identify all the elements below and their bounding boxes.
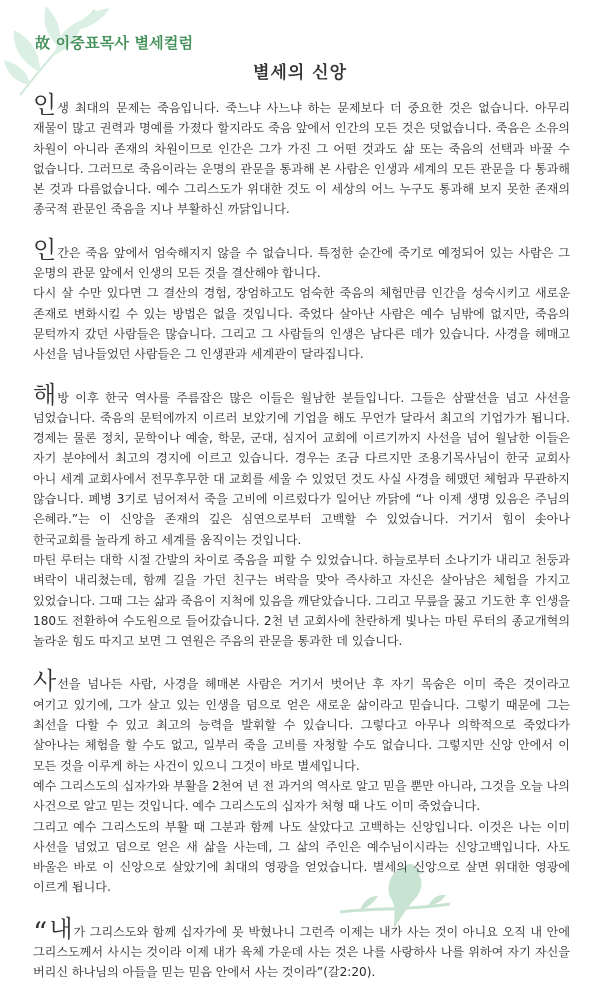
quote-text: 가 그리스도와 함께 십자가에 못 박혔나니 그런즉 이제는 내가 사는 것이 아니요 오직 내 안에 그리스도께서 사시는 것이라 이제 내가 육체 가운데 사는 것은 나를 사랑하사 나를 위하여 자기 자신을 버리신 하나님의 아들을 믿는 믿음 안에서 사는 것이라”(갈2:20). bbox=[33, 924, 570, 980]
drop-cap: 해 bbox=[33, 380, 57, 409]
article-body bbox=[33, 91, 570, 1004]
drop-cap: 내 bbox=[49, 914, 73, 943]
quote-mark: “ bbox=[33, 915, 48, 949]
page-title: 별세의 신앙 bbox=[252, 63, 348, 83]
paragraph-4 bbox=[33, 667, 570, 897]
paragraph-text: 그리고 예수 그리스도의 부활 때 그분과 함께 나도 살았다고 고백하는 신앙입니다. 이것은 나는 이미 사선을 넘었고 덤으로 얻은 새 삶을 사는데, 그 삶의 주인은 예수님이시라는 신앙고백입니다. 사도 바울은 바로 이 신앙으로 살았기에 최대의 영광을 얻었습니다. 별세의 신앙으로 살면 위대한 영광에 이르게 됩니다. bbox=[33, 819, 570, 895]
paragraph-text: 방 이후 한국 역사를 주름잡은 많은 이들은 월남한 분들입니다. 그들은 삼팔선을 넘고 사선을 넘었습니다. 죽음의 문턱에까지 이르러 보았기에 기업을 해도 무언가 달라서 최고의 기업가가 됩니다. 경제는 물론 정치, 문학이나 예술, 학문, 군대, 심지어 교회에 이르기까지 사선을 넘어 월남한 이들은 자기 분야에서 최고의 경지에 이르고 있습니다. 경우는 조금 다르지만 조용기목사님이 한국 교회사 아니 세계 교회사에서 전무후무한 대 교회를 세울 수 있었던 것도 사실 사경을 헤맸던 체험과 무관하지 않습니다. 폐병 3기로 넘어져서 죽을 고비에 이르렀다가 일어난 까닭에 “나 이제 생명 있음은 주님의 은혜라.”는 이 신앙을 존재의 깊은 심연으로부터 고백할 수 있었습니다. 거기서 힘이 솟아나 한국교회를 놀라게 하고 세계를 움직이는 것입니다. bbox=[33, 390, 570, 547]
paragraph-text: 다시 살 수만 있다면 그 결산의 경험, 장엄하고도 엄숙한 죽음의 체험만큼 인간을 성숙시키고 새로운 존재로 변화시킬 수 있는 방법은 없을 것입니다. 죽었다 살아난 사람은 예수 님밖에 없지만, 죽음의 문턱까지 갔던 사람들은 많습니다. 그리고 그 사람들의 인생은 남다른 데가 있습니다. 사경을 헤매고 사선을 넘나들었던 사람들은 그 인생관과 세계관이 달라집니다. bbox=[33, 286, 570, 362]
paragraph-text: 생 최대의 문제는 죽음입니다. 죽느냐 사느냐 하는 문제보다 더 중요한 것은 없습니다. 아무리 재물이 많고 권력과 명예를 가졌다 할지라도 죽음 앞에서 인간의 모든 것은 덧없습니다. 죽음은 소유의 차원이 아니라 존재의 차원이므로 인간은 그가 가진 그 어떤 것과도 삶 또는 죽음의 선택과 바꿀 수 없습니다. 그러므로 죽음이라는 운명의 관문을 통과해 본 사람은 인생과 세계의 모든 관문을 다 통과해 본 것과 다름없습니다. 예수 그리스도가 위대한 것도 이 세상의 어느 누구도 통과해 보지 못한 존재의 종국적 관문인 죽음을 지나 부활하신 까닭입니다. bbox=[33, 101, 570, 217]
drop-cap: 인 bbox=[33, 235, 57, 264]
scripture-quote bbox=[33, 914, 570, 983]
paragraph-text: 예수 그리스도의 십자가와 부활을 2천여 년 전 과거의 역사로 알고 믿을 뿐만 아니라, 그것을 오늘 나의 사건으로 알고 믿는 것입니다. 예수 그리스도의 십자가 처형 때 나도 이미 죽었습니다. bbox=[33, 778, 570, 814]
column-title: 故 이중표목사 별세컬럼 bbox=[35, 34, 194, 52]
paragraph-1 bbox=[33, 91, 570, 220]
drop-cap: 인 bbox=[33, 91, 57, 119]
paragraph-3 bbox=[33, 380, 570, 652]
paragraph-text: 마틴 루터는 대학 시절 간발의 차이로 죽음을 피할 수 있었습니다. 하늘로부터 소나기가 내리고 천둥과 벼락이 내리쳤는데, 함께 길을 가던 친구는 벼락을 맞아 즉사하고 자신은 살아남은 체험을 가지고 있었습니다. 그때 그는 삶과 죽음이 지척에 있음을 깨닫았습니다. 그리고 무릎을 꿇고 기도한 후 인생을 180도 전환하여 수도원으로 들어갔습니다. 2천 년 교회사에 찬란하게 빛나는 마틴 루터의 종교개혁의 놀라운 힘도 따지고 보면 그 연원은 주음의 관문을 통과한 데 있습니다. bbox=[33, 552, 570, 649]
paragraph-text: 간은 죽음 앞에서 엄숙해지지 않을 수 없습니다. 특정한 순간에 죽기로 예정되어 있는 사람은 그 운명의 관문 앞에서 인생의 모든 것을 결산해야 합니다. bbox=[33, 245, 570, 281]
drop-cap: 사 bbox=[33, 667, 57, 696]
paragraph-2 bbox=[33, 235, 570, 365]
paragraph-text: 선을 넘나든 사람, 사경을 헤매본 사람은 거기서 벗어난 후 자기 목숨은 이미 죽은 것이라고 여기고 있기에, 그가 살고 있는 인생을 덤으로 얻은 새로운 삶이라고 믿습니다. 그렇기 때문에 그는 최선을 다할 수 있고 최고의 능력을 발휘할 수 있습니다. 그렇다고 아무나 의학적으로 죽었다가 살아나는 체험을 할 수도 없고, 일부러 죽을 고비를 자청할 수도 없습니다. 그렇지만 신앙 안에서 이 모든 것을 이루게 하는 사건이 있으니 그것이 바로 별세입니다. bbox=[33, 677, 570, 773]
